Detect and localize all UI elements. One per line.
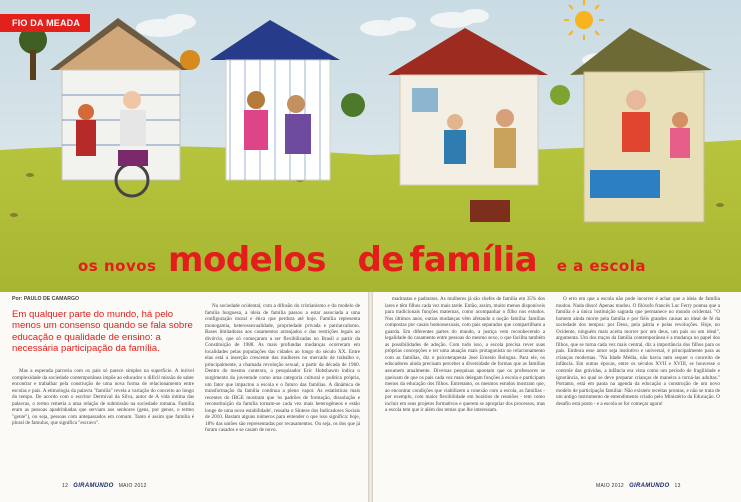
byline: Por: PAULO DE CAMARGO [12, 296, 80, 302]
body-text: O erro em que a escola não pode incorrer é achar que a ideia de família mudou. Nada disso! Apenas mudou. O filósofo francês Luc Ferry pontua que a família é a única instituição sagrada que permanece no mundo ocidental. "O homem ainda morre pela família e por fiéis grandes causas ao ideal de fé da sociedade dos tempos: por Deus, pela pátria e pelas revoluções. Hoje, no Ocidente, ninguém mais aceita morrer por um deus, um país ou um ideal", argumenta. Um dos traços da família contemporânea é a mudança no papel dos filhos, que se torna cada vez mais central, diz a importância dos filhos para os pais. Embora esse amor seja instintivo e universal, é principalmente para as crianças modernas. "Na Idade Média, não havia nem sequer o conceito de infância. Em outras épocas, entre os séculos XVII e XVIII, se houvesse o controle das grávidas, a infância era vista como um período de fragilidade e ignorância, no qual se deve preparar crianças de maneira a torná-las adultas." Portanto, está em pauta na agenda da educação a construção de um novo modelo de participação familiar. Não existem receitas prontas, e não se trata de um antigo instrumento de entendimento criado pelo Ministério da Educação. O desafio está posto - e a escola se for começar agora! [556, 296, 720, 407]
headline-part-5: e a escola [556, 257, 646, 275]
body-text: Mas a esperada parceria com os pais só parece simples na superfície. A inrível complexidade da sociedade contemporânea impõe ao educador o difícil missão de saber encontrar e trabalhar pela construção de uma nova forma de relacionamento entre escolas e pais. A etimologia da palavra "família" revela a variação do conceito ao longo do tempo. De acordo com o escritor Dermival da Silva, autor de A vida íntima das palavras, o termo remetia a uma relação de submissão na sociedade romana. Família eram as pessoas apadrinhadas que serviam aos senhores (gens, por genos, o termo "gente"), ou seja, pessoas com antepassados em comum. Tanto é assim que família é plural de famulus, que significa "escravo". [12, 368, 194, 427]
body-text: madrastas e padrastos. As mulheres já são chefes de família em 35% dos lares e têm filhos cada vez mais tarde. Então, assim, muito menos disponíveis para tradicionais funções maternas, como acompanhar o filho nos estudos. Nos últimos anos, outras mudanças vêm afetando a noção família: famílias compostas por casais homossexuais, com pais separados que compartilham a guarda. Em diferentes partes do mundo, a justiça vem reconhecendo a legalidade do casamento entre pessoas do mesmo sexo, o que facilita também as possibilidades de adoção. Com tudo isso, a escola precisa rever suas próprias concepções e ter uma atuação mais protagonista no relacionamento com as famílias, diz o psicoterapeuta José Ernesto Bologna. Para ele, os educadores ainda precisam perceber a diversidade de formas que as famílias assumem atualmente. Diversas pesquisas apontam que os professores se queixam de que os pais cada vez mais delegam funções à escola e participam menos da educação dos filhos. Entretanto, os mesmos estudos mostram que, ao encontrar condições que viabilizem a conexão com a escola, as famílias - por exemplo, com maior flexibilidade em horários de reuniões - tem como incluir em seus projetos formativos e querem se apropriar dos processos, mas a escola tem que ir além dos temas que lhe interessam. [385, 296, 545, 414]
headline-part-2: modelos [168, 240, 326, 280]
magazine-brand: GIRAMUNDO [73, 483, 114, 489]
body-column-3 [385, 296, 545, 478]
folio-left [62, 483, 147, 489]
body-text: Na sociedade ocidental, com a difusão do cristianismo e do modelo de família burguesa, a ideia de família passou a estar associada a uma configuração moral e ética que perdura até hoje. Família representa monogamia, heterossexualidade, propriedade privada e patriarcalismo. Bases limitadoras aos casamentos arranjados e das restrições legais ao divórcio, que só começaram a ser flexibilizadas no Brasil a partir da Constituição de 1988. As mais profundas mudanças ocorreram em localidades pelas populações das cidades ao longo do século XX. Entre elas está a inserção crescente das mulheres no mercado de trabalho e, principalmente, a chamada revolução sexual, a partir da década de 1960. Dentro do mesmo contexto, o pesquisador Eric Hobsbawm indica o surgimento da juventude como uma categoria cultural e política própria, um fator que impactou a escola e o futuro das famílias. A dinâmica de transformação da família continua a pleno vapor. As estatísticas mais recentes do IBGE mostram que 'os padrões de formação, dissolução e reconstituição da família tornam-se cada vez mais heterogêneos e estão longe de uma nova estabilidade', ressalta o Síntese dos Indicadores Sociais de 2010. Bastam alguns números para entender o que isso significa: hoje, 18% das uniões são representadas por recasamentos. Ou seja, os dos que já foram casados e se casam de novo. [205, 303, 360, 434]
headline-part-4: família [409, 240, 538, 280]
folio-right [596, 483, 681, 489]
headline-part-1: os novos [78, 257, 157, 275]
body-column-2 [205, 303, 360, 478]
body-column-4 [556, 296, 720, 478]
headline-part-3: de [357, 240, 404, 280]
lead-paragraph: Em qualquer parte do mundo, há pelo menos um consenso quando se fala sobre educação e qualidade de ensino: a necessária participação da família. [12, 309, 193, 355]
magazine-brand: GIRAMUNDO [629, 483, 670, 489]
body-column-1 [12, 368, 194, 478]
page-number: 12 [62, 483, 69, 489]
headline [78, 240, 652, 280]
section-tag: FIO DA MEADA [0, 14, 90, 32]
issue-date: MAIO 2012 [596, 483, 624, 489]
issue-date: MAIO 2012 [118, 483, 147, 489]
page-number: 13 [674, 483, 681, 489]
